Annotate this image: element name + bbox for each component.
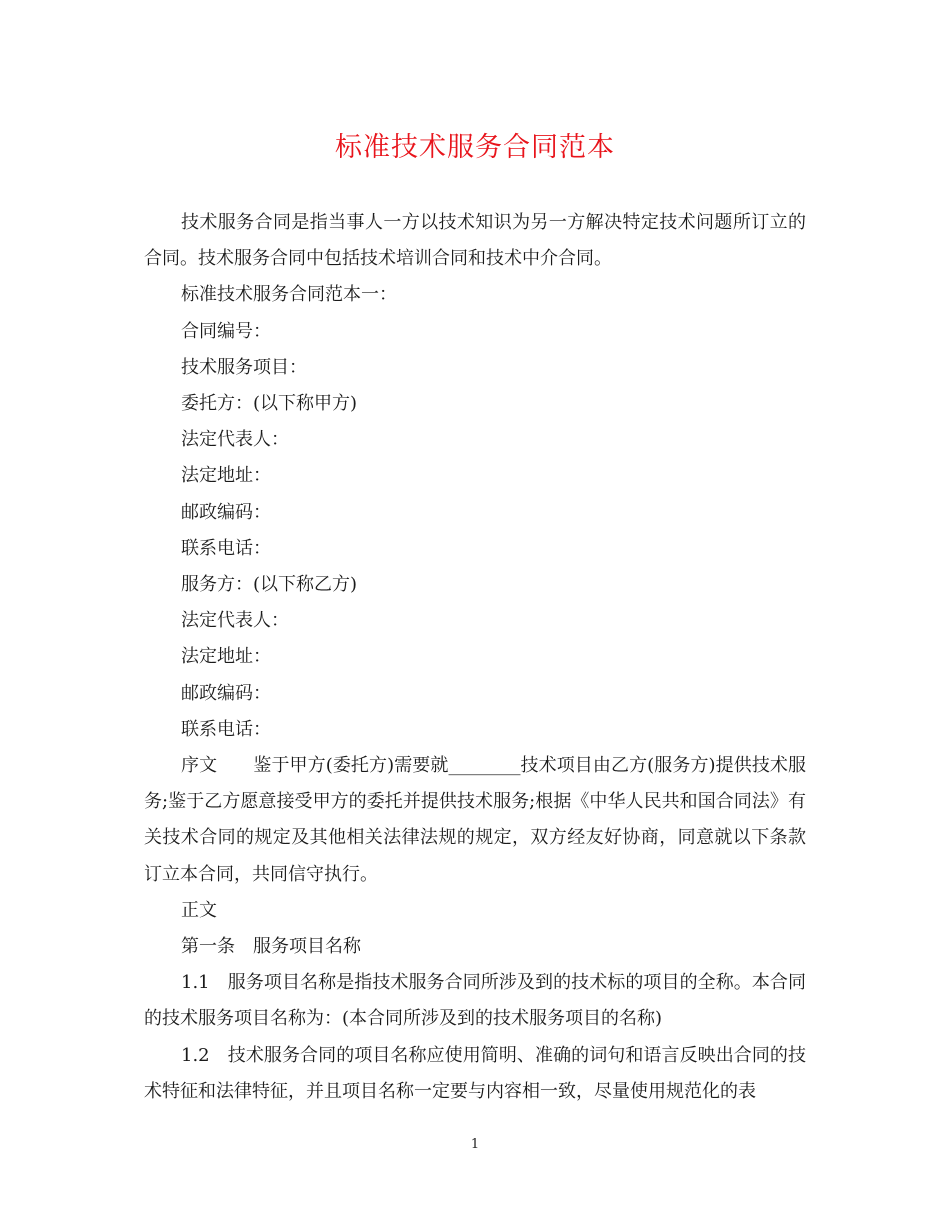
field-contract-number: 合同编号： <box>181 320 271 342</box>
field-client-legal-rep: 法定代表人： <box>181 429 289 451</box>
section-heading-main-text: 正文 <box>181 899 217 921</box>
document-title: 标准技术服务合同范本 <box>335 132 615 163</box>
field-provider-phone: 联系电话： <box>181 718 271 740</box>
field-provider-postcode: 邮政编码： <box>181 682 271 704</box>
paragraph-preamble: 序文 鉴于甲方(委托方)需要就________技术项目由乙方(服务方)提供技术服务;鉴于乙方愿意接受甲方的委托并提供技术服务;根据《中华人民共和国合同法》有关技术合同的规定及其他相关法律法规的规定，双方经友好协商，同意就以下条款订立本合同，共同信守执行。 <box>144 755 806 885</box>
field-service-project: 技术服务项目： <box>181 356 307 378</box>
clause-1-1: 1.1 服务项目名称是指技术服务合同所涉及到的技术标的项目的全称。本合同的技术服务项目名称为：(本合同所涉及到的技术服务项目的名称) <box>144 972 806 1030</box>
document-body <box>144 205 806 1110</box>
field-client-postcode: 邮政编码： <box>181 501 271 523</box>
article-heading-1: 第一条 服务项目名称 <box>181 936 361 958</box>
field-provider-address: 法定地址： <box>181 646 271 668</box>
paragraph-template-heading: 标准技术服务合同范本一： <box>181 284 397 306</box>
clause-1-2: 1.2 技术服务合同的项目名称应使用简明、准确的词句和语言反映出合同的技术特征和法律特征，并且项目名称一定要与内容相一致，尽量使用规范化的表 <box>144 1044 806 1102</box>
field-client: 委托方：(以下称甲方) <box>181 393 358 415</box>
page-number: 1 <box>470 1137 480 1152</box>
field-client-phone: 联系电话： <box>181 537 271 559</box>
paragraph-intro: 技术服务合同是指当事人一方以技术知识为另一方解决特定技术问题所订立的合同。技术服务合同中包括技术培训合同和技术中介合同。 <box>144 212 806 270</box>
field-provider: 服务方：(以下称乙方) <box>181 574 358 596</box>
field-client-address: 法定地址： <box>181 465 271 487</box>
field-provider-legal-rep: 法定代表人： <box>181 610 289 632</box>
